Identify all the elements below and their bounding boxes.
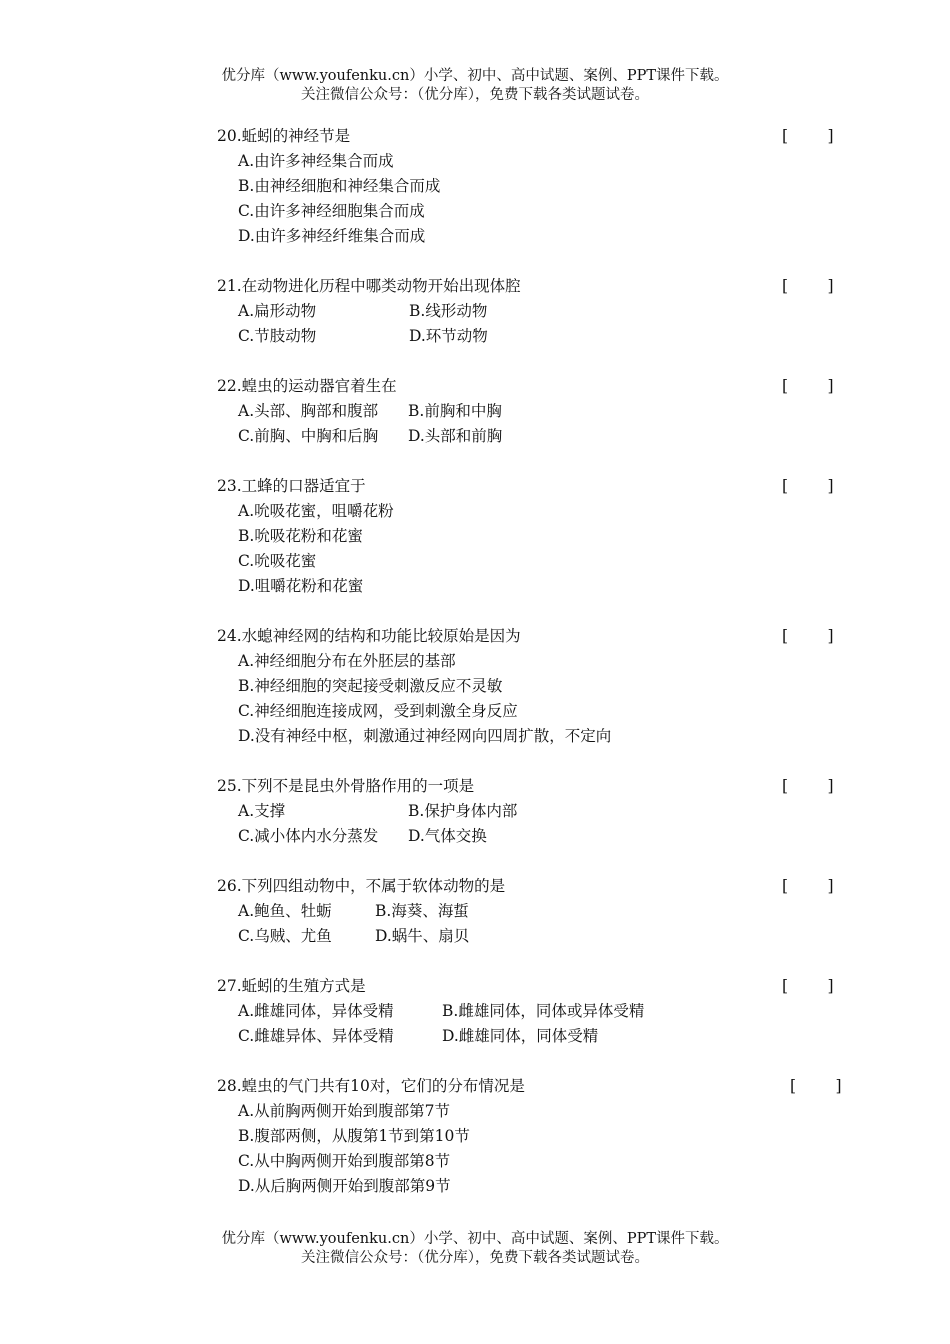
option-row bbox=[217, 224, 847, 249]
option-row bbox=[217, 174, 847, 199]
option-item: C.节肢动物 bbox=[238, 327, 317, 345]
footer-line-1: 优分库（www.youfenku.cn）小学、初中、高中试题、案例、PPT课件下载。 bbox=[221, 1231, 729, 1247]
option-item: D.头部和前胸 bbox=[408, 427, 503, 445]
option-item: B.腹部两侧，从腹第1节到第10节 bbox=[238, 1127, 470, 1145]
option-item: B.前胸和中胸 bbox=[408, 402, 502, 420]
question-25 bbox=[217, 774, 847, 849]
option-item: D.雌雄同体，同体受精 bbox=[442, 1027, 599, 1045]
option-item: D.从后胸两侧开始到腹部第9节 bbox=[238, 1177, 451, 1195]
option-row bbox=[217, 674, 847, 699]
option-item: C.由许多神经细胞集合而成 bbox=[238, 202, 425, 220]
question-stem: 28.蝗虫的气门共有10对，它们的分布情况是 bbox=[217, 1077, 525, 1095]
question-21 bbox=[217, 274, 847, 349]
option-row bbox=[217, 524, 847, 549]
option-row bbox=[217, 699, 847, 724]
option-row bbox=[217, 1024, 847, 1049]
option-item: B.海葵、海蜇 bbox=[375, 902, 469, 920]
option-item: C.减小体内水分蒸发 bbox=[238, 827, 379, 845]
option-item: B.由神经细胞和神经集合而成 bbox=[238, 177, 441, 195]
answer-bracket: [ ] bbox=[790, 1077, 842, 1095]
option-row bbox=[217, 924, 847, 949]
answer-bracket: [ ] bbox=[782, 977, 834, 995]
option-item: A.鲍鱼、牡蛎 bbox=[238, 902, 332, 920]
footer-line-2: 关注微信公众号：（优分库），免费下载各类试题试卷。 bbox=[301, 1250, 649, 1266]
option-row bbox=[217, 724, 847, 749]
question-26 bbox=[217, 874, 847, 949]
option-item: D.由许多神经纤维集合而成 bbox=[238, 227, 426, 245]
option-row bbox=[217, 799, 847, 824]
option-item: A.头部、胸部和腹部 bbox=[238, 402, 379, 420]
answer-bracket: [ ] bbox=[782, 777, 834, 795]
option-item: B.雌雄同体，同体或异体受精 bbox=[442, 1002, 645, 1020]
page-footer bbox=[0, 1230, 950, 1268]
answer-bracket: [ ] bbox=[782, 627, 834, 645]
option-item: B.保护身体内部 bbox=[408, 802, 518, 820]
option-item: A.吮吸花蜜，咀嚼花粉 bbox=[238, 502, 394, 520]
question-24 bbox=[217, 624, 847, 749]
option-row bbox=[217, 299, 847, 324]
answer-bracket: [ ] bbox=[782, 127, 834, 145]
question-stem: 24.水螅神经网的结构和功能比较原始是因为 bbox=[217, 627, 521, 645]
option-row bbox=[217, 899, 847, 924]
question-20 bbox=[217, 124, 847, 249]
question-22 bbox=[217, 374, 847, 449]
option-item: D.蜗牛、扇贝 bbox=[375, 927, 470, 945]
option-row bbox=[217, 149, 847, 174]
option-item: B.神经细胞的突起接受刺激反应不灵敏 bbox=[238, 677, 503, 695]
option-item: C.从中胸两侧开始到腹部第8节 bbox=[238, 1152, 451, 1170]
question-stem: 23.工蜂的口器适宜于 bbox=[217, 477, 366, 495]
question-23 bbox=[217, 474, 847, 599]
option-item: A.由许多神经集合而成 bbox=[238, 152, 394, 170]
option-item: D.没有神经中枢，刺激通过神经网向四周扩散，不定向 bbox=[238, 727, 612, 745]
option-row bbox=[217, 499, 847, 524]
option-item: D.气体交换 bbox=[408, 827, 487, 845]
option-item: C.吮吸花蜜 bbox=[238, 552, 317, 570]
answer-bracket: [ ] bbox=[782, 277, 834, 295]
option-row bbox=[217, 649, 847, 674]
question-stem: 20.蚯蚓的神经节是 bbox=[217, 127, 351, 145]
option-item: A.从前胸两侧开始到腹部第7节 bbox=[238, 1102, 450, 1120]
page-header bbox=[0, 67, 950, 105]
option-item: C.雌雄异体、异体受精 bbox=[238, 1027, 394, 1045]
question-stem: 22.蝗虫的运动器官着生在 bbox=[217, 377, 397, 395]
option-row bbox=[217, 824, 847, 849]
question-28 bbox=[217, 1074, 847, 1199]
header-line-1: 优分库（www.youfenku.cn）小学、初中、高中试题、案例、PPT课件下载。 bbox=[221, 68, 729, 84]
option-row bbox=[217, 574, 847, 599]
option-row bbox=[217, 424, 847, 449]
option-item: B.线形动物 bbox=[409, 302, 488, 320]
question-stem: 21.在动物进化历程中哪类动物开始出现体腔 bbox=[217, 277, 521, 295]
option-item: A.神经细胞分布在外胚层的基部 bbox=[238, 652, 456, 670]
header-line-2: 关注微信公众号：（优分库），免费下载各类试题试卷。 bbox=[301, 87, 649, 103]
option-row bbox=[217, 1099, 847, 1124]
answer-bracket: [ ] bbox=[782, 877, 834, 895]
question-stem: 27.蚯蚓的生殖方式是 bbox=[217, 977, 366, 995]
option-row bbox=[217, 1149, 847, 1174]
option-item: A.雌雄同体，异体受精 bbox=[238, 1002, 394, 1020]
answer-bracket: [ ] bbox=[782, 477, 834, 495]
option-row bbox=[217, 399, 847, 424]
option-row bbox=[217, 324, 847, 349]
option-item: A.支撑 bbox=[238, 802, 286, 820]
question-stem: 25.下列不是昆虫外骨胳作用的一项是 bbox=[217, 777, 475, 795]
option-item: A.扁形动物 bbox=[238, 302, 317, 320]
option-item: D.环节动物 bbox=[409, 327, 488, 345]
option-item: B.吮吸花粉和花蜜 bbox=[238, 527, 363, 545]
option-item: C.乌贼、尤鱼 bbox=[238, 927, 332, 945]
question-stem: 26.下列四组动物中，不属于软体动物的是 bbox=[217, 877, 506, 895]
option-item: C.神经细胞连接成网，受到刺激全身反应 bbox=[238, 702, 518, 720]
option-row bbox=[217, 1124, 847, 1149]
question-27 bbox=[217, 974, 847, 1049]
option-row bbox=[217, 999, 847, 1024]
option-item: D.咀嚼花粉和花蜜 bbox=[238, 577, 364, 595]
answer-bracket: [ ] bbox=[782, 377, 834, 395]
option-row bbox=[217, 1174, 847, 1199]
question-list bbox=[217, 124, 847, 1224]
option-item: C.前胸、中胸和后胸 bbox=[238, 427, 379, 445]
option-row bbox=[217, 549, 847, 574]
option-row bbox=[217, 199, 847, 224]
